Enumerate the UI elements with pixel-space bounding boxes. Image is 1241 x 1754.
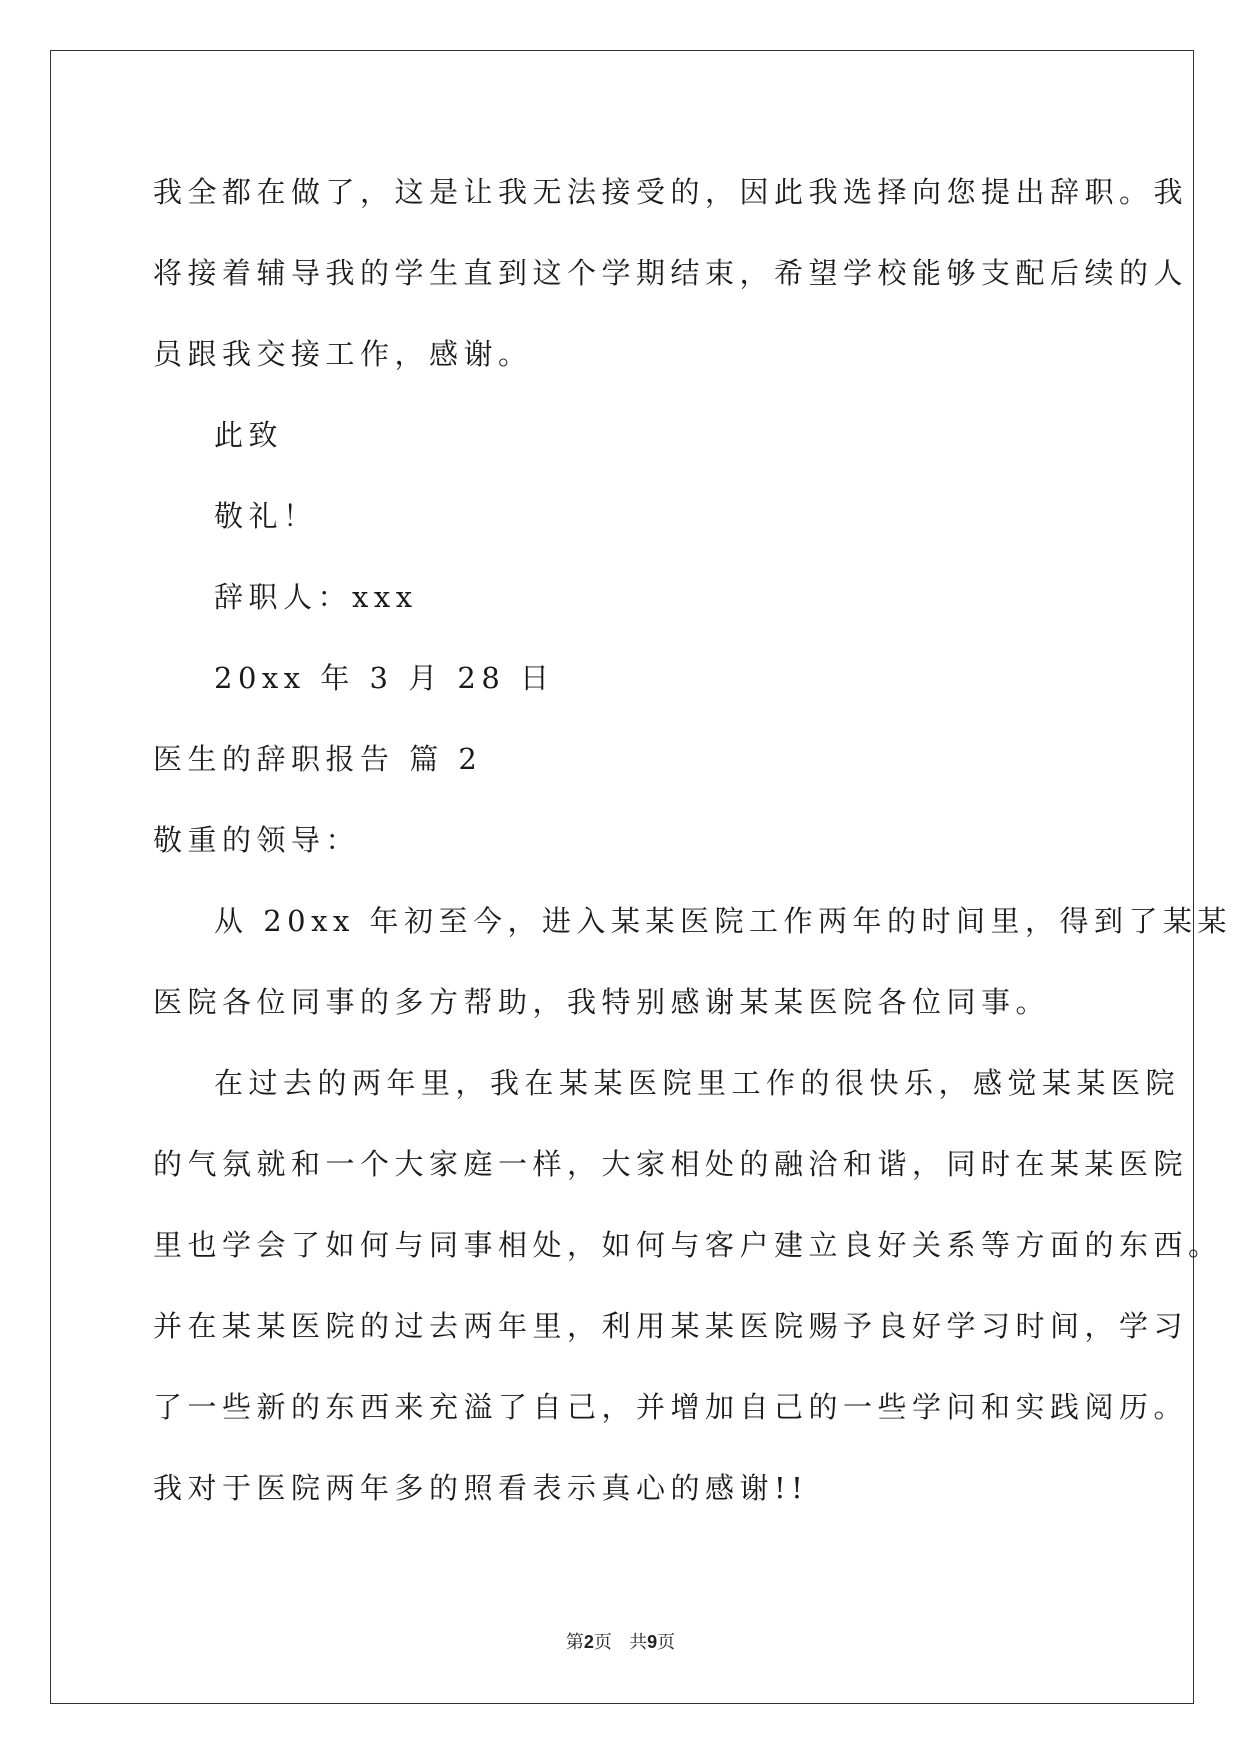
footer-total-prefix: 共 — [629, 1632, 648, 1653]
body-line-5: 医院各位同事的多方帮助，我特别感谢某某医院各位同事。 — [153, 985, 1051, 1019]
page-border — [50, 50, 1194, 1704]
body-line-7: 的气氛就和一个大家庭一样，大家相处的融洽和谐，同时在某某医院 — [153, 1147, 1189, 1181]
body-line-9: 并在某某医院的过去两年里，利用某某医院赐予良好学习时间，学习 — [153, 1309, 1189, 1343]
body-line-3: 员跟我交接工作，感谢。 — [153, 337, 533, 371]
signature-line: 辞职人：xxx — [214, 580, 418, 614]
footer-total-suffix: 页 — [657, 1632, 676, 1653]
closing-salutation: 此致 — [214, 418, 284, 452]
section-heading: 医生的辞职报告 篇 2 — [153, 742, 483, 776]
body-line-8: 里也学会了如何与同事相处，如何与客户建立良好关系等方面的东西。 — [153, 1228, 1223, 1262]
body-line-6: 在过去的两年里，我在某某医院里工作的很快乐，感觉某某医院 — [214, 1066, 1181, 1100]
body-line-1: 我全都在做了，这是让我无法接受的，因此我选择向您提出辞职。我 — [153, 175, 1189, 209]
body-line-4: 从 20xx 年初至今，进入某某医院工作两年的时间里，得到了某某 — [214, 904, 1233, 938]
footer-page-number: 2 — [583, 1632, 594, 1652]
closing-respect: 敬礼！ — [214, 499, 318, 533]
body-line-2: 将接着辅导我的学生直到这个学期结束，希望学校能够支配后续的人 — [153, 256, 1189, 290]
greeting-line: 敬重的领导： — [153, 823, 361, 857]
date-line: 20xx 年 3 月 28 日 — [214, 661, 555, 695]
footer-page-suffix: 页 — [593, 1632, 612, 1653]
body-line-10: 了一些新的东西来充溢了自己，并增加自己的一些学问和实践阅历。 — [153, 1390, 1189, 1424]
footer-page-prefix: 第 — [565, 1632, 584, 1653]
body-line-11: 我对于医院两年多的照看表示真心的感谢!! — [153, 1471, 809, 1505]
footer-total-pages: 9 — [647, 1632, 658, 1652]
page-footer — [0, 1630, 1241, 1655]
